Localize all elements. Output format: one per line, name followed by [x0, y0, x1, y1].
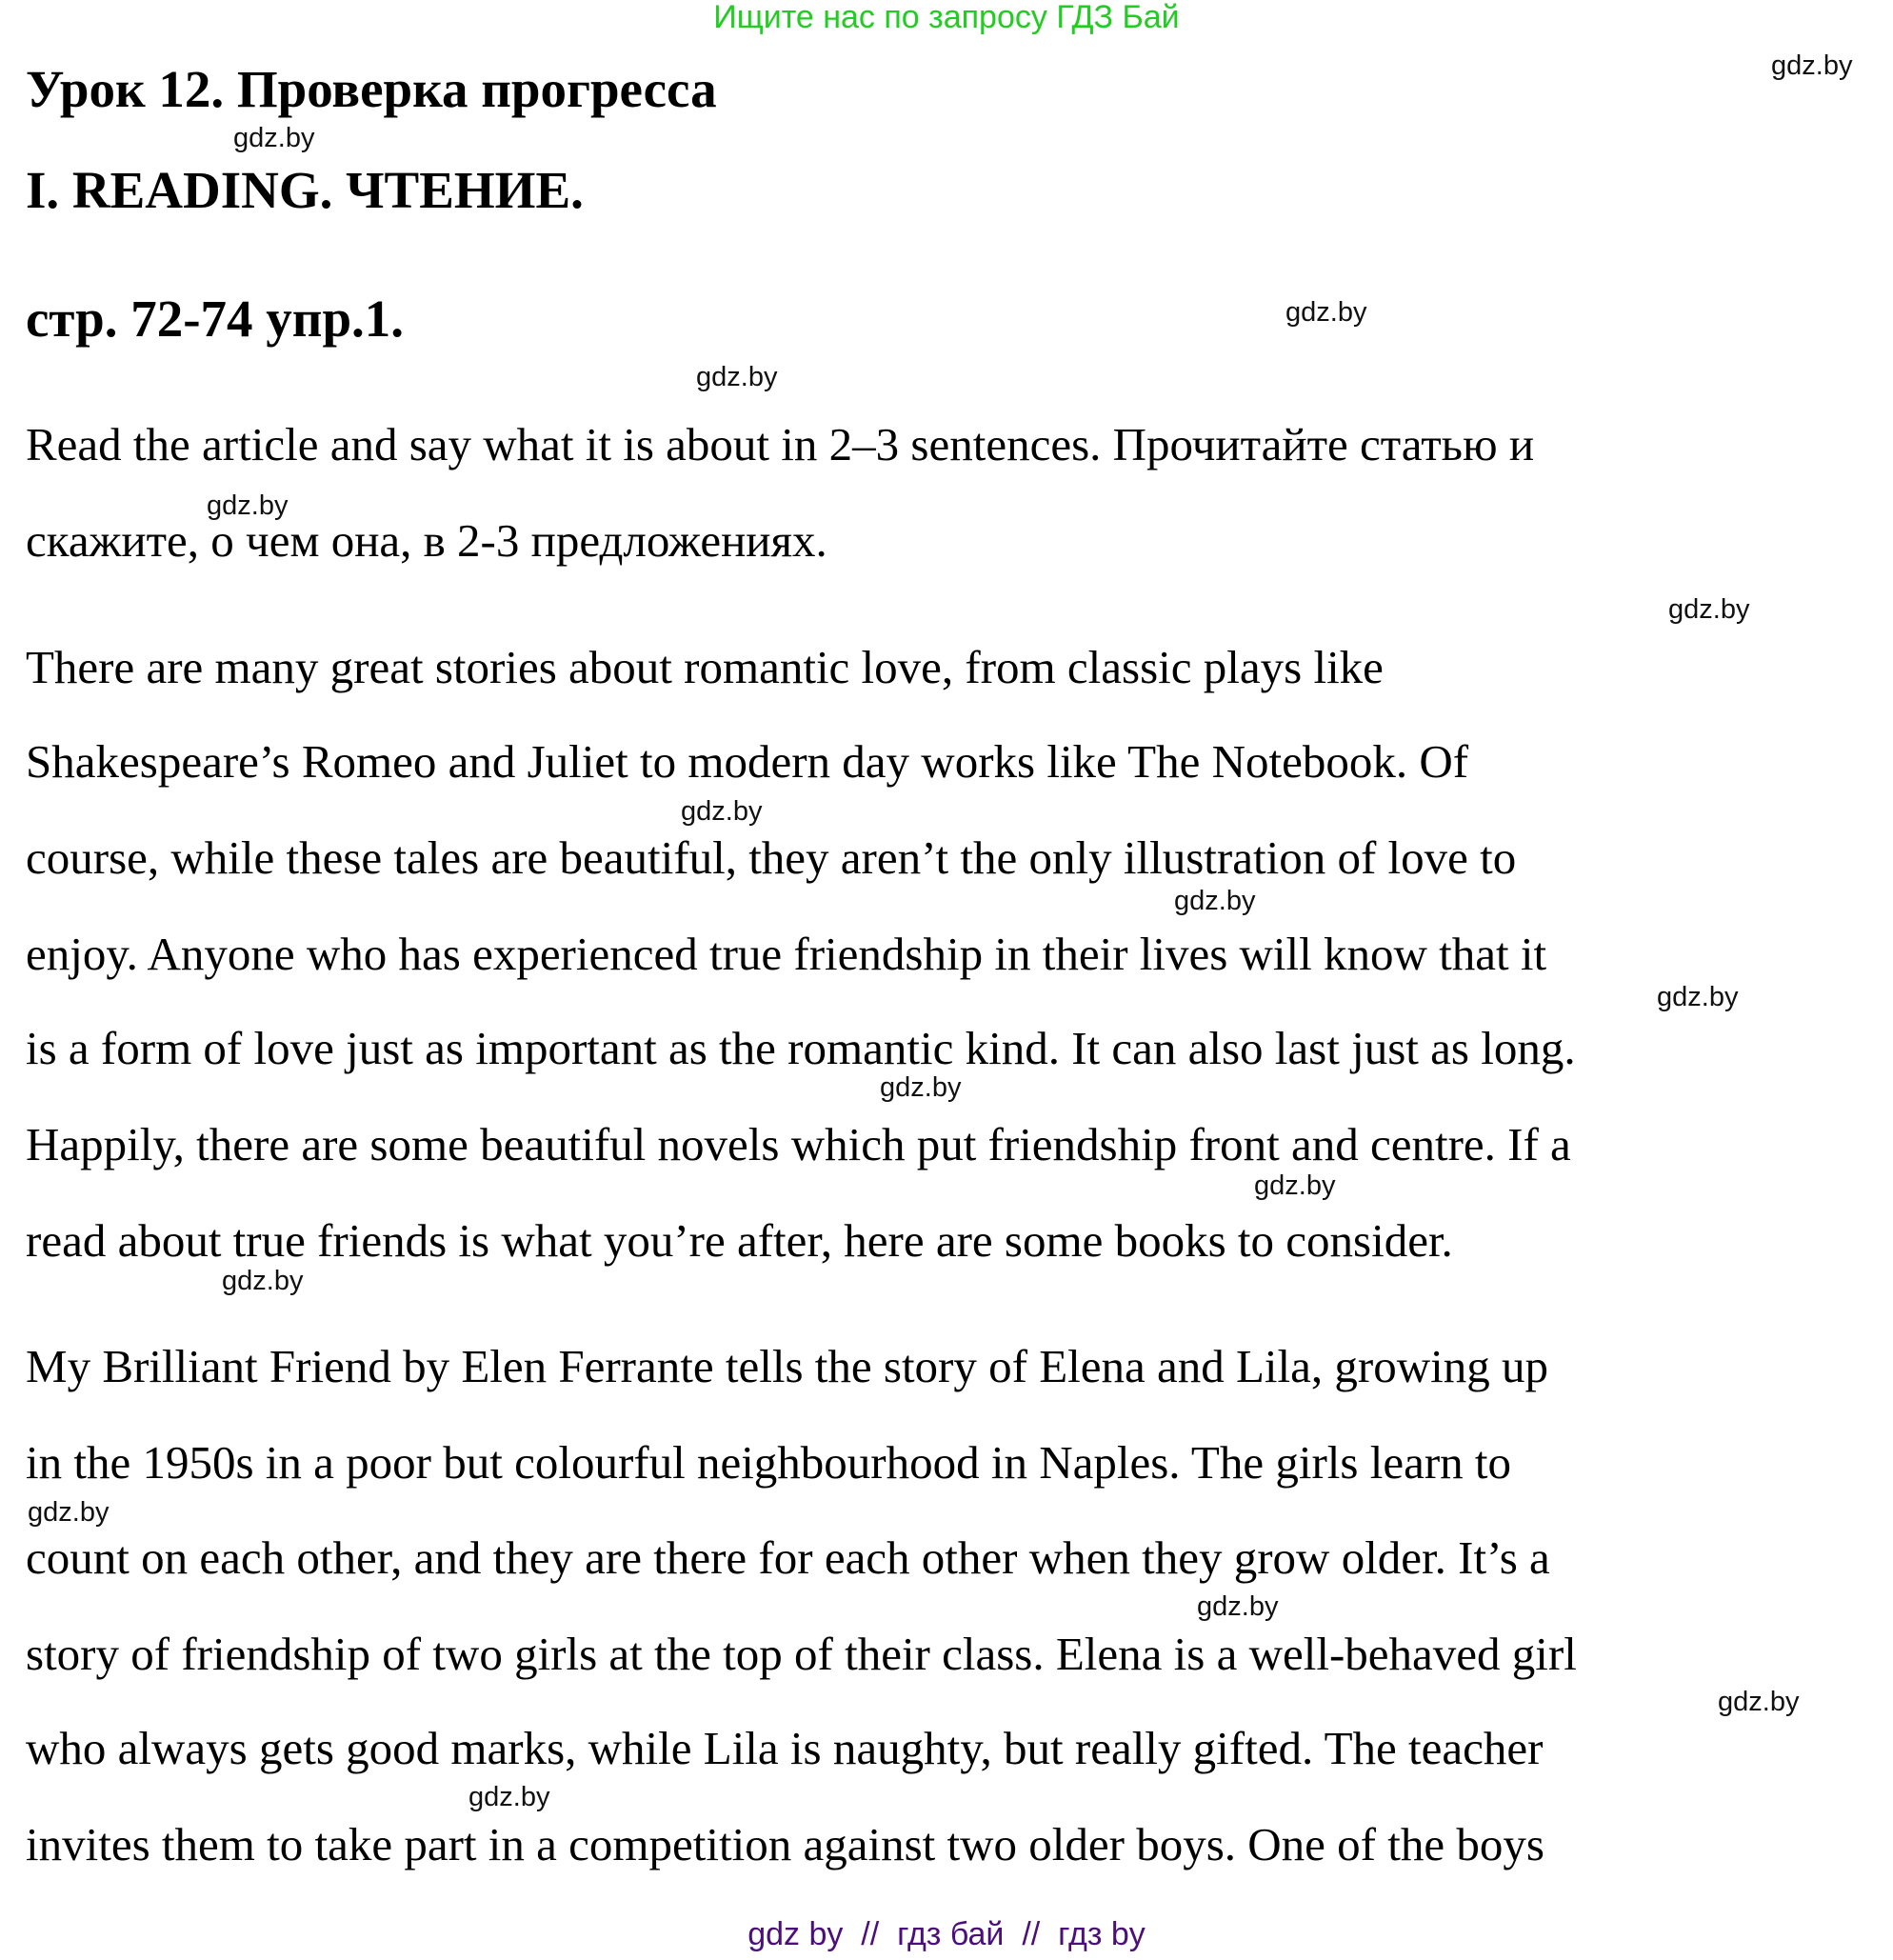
paragraph-line: story of friendship of two girls at the top of their class. Elena is a well-behaved girl	[26, 1628, 1577, 1680]
paragraph-line: read about true friends is what you’re after, here are some books to consider.	[26, 1214, 1453, 1267]
paragraph-line: is a form of love just as important as the romantic kind. It can also last just as long.	[26, 1022, 1576, 1074]
paragraph-line: count on each other, and they are there for each other when they grow older. It’s a	[26, 1531, 1550, 1584]
task-line: Read the article and say what it is about in 2–3 sentences. Прочитайте статью и	[26, 418, 1535, 470]
section-title: I. READING. ЧТЕНИЕ.	[26, 161, 584, 219]
watermark: gdz.by	[1657, 982, 1739, 1012]
watermark: gdz.by	[222, 1266, 304, 1296]
watermark: gdz.by	[1718, 1687, 1800, 1717]
paragraph-line: There are many great stories about romantic love, from classic plays like	[26, 641, 1384, 693]
paragraph-line: invites them to take part in a competition against two older boys. One of the boys	[26, 1818, 1544, 1870]
watermark: gdz.by	[681, 796, 763, 827]
paragraph-line: Happily, there are some beautiful novels which put friendship front and centre. If a	[26, 1118, 1571, 1170]
watermark: gdz.by	[233, 123, 315, 153]
paragraph-line: My Brilliant Friend by Elen Ferrante tells the story of Elena and Lila, growing up	[26, 1340, 1548, 1392]
paragraph-line: who always gets good marks, while Lila is naughty, but really gifted. The teacher	[26, 1722, 1544, 1774]
paragraph-line: in the 1950s in a poor but colourful neighbourhood in Naples. The girls learn to	[26, 1436, 1512, 1489]
paragraph-line: enjoy. Anyone who has experienced true friendship in their lives will know that it	[26, 928, 1547, 980]
watermark: gdz.by	[468, 1782, 550, 1812]
footer-watermark: gdz by // гдз бай // гдз by	[747, 1916, 1146, 1952]
paragraph-line: Shakespeare’s Romeo and Juliet to modern day works like The Notebook. Of	[26, 735, 1469, 788]
watermark: gdz.by	[1254, 1170, 1336, 1201]
watermark: gdz.by	[696, 362, 778, 392]
watermark: gdz.by	[207, 490, 289, 521]
watermark: gdz.by	[1668, 594, 1750, 625]
header-banner: Ищите нас по запросу ГДЗ Бай	[713, 0, 1180, 35]
watermark: gdz.by	[1285, 297, 1367, 328]
watermark: gdz.by	[1771, 50, 1853, 81]
watermark: gdz.by	[880, 1072, 962, 1103]
exercise-ref: стр. 72-74 упр.1.	[26, 290, 405, 348]
paragraph-line: course, while these tales are beautiful, they aren’t the only illustration of love to	[26, 831, 1517, 884]
watermark: gdz.by	[1197, 1591, 1279, 1622]
task-line: скажите, о чем она, в 2-3 предложениях.	[26, 514, 827, 567]
lesson-title: Урок 12. Проверка прогресса	[26, 60, 717, 118]
watermark: gdz.by	[28, 1497, 110, 1528]
watermark: gdz.by	[1174, 886, 1256, 916]
